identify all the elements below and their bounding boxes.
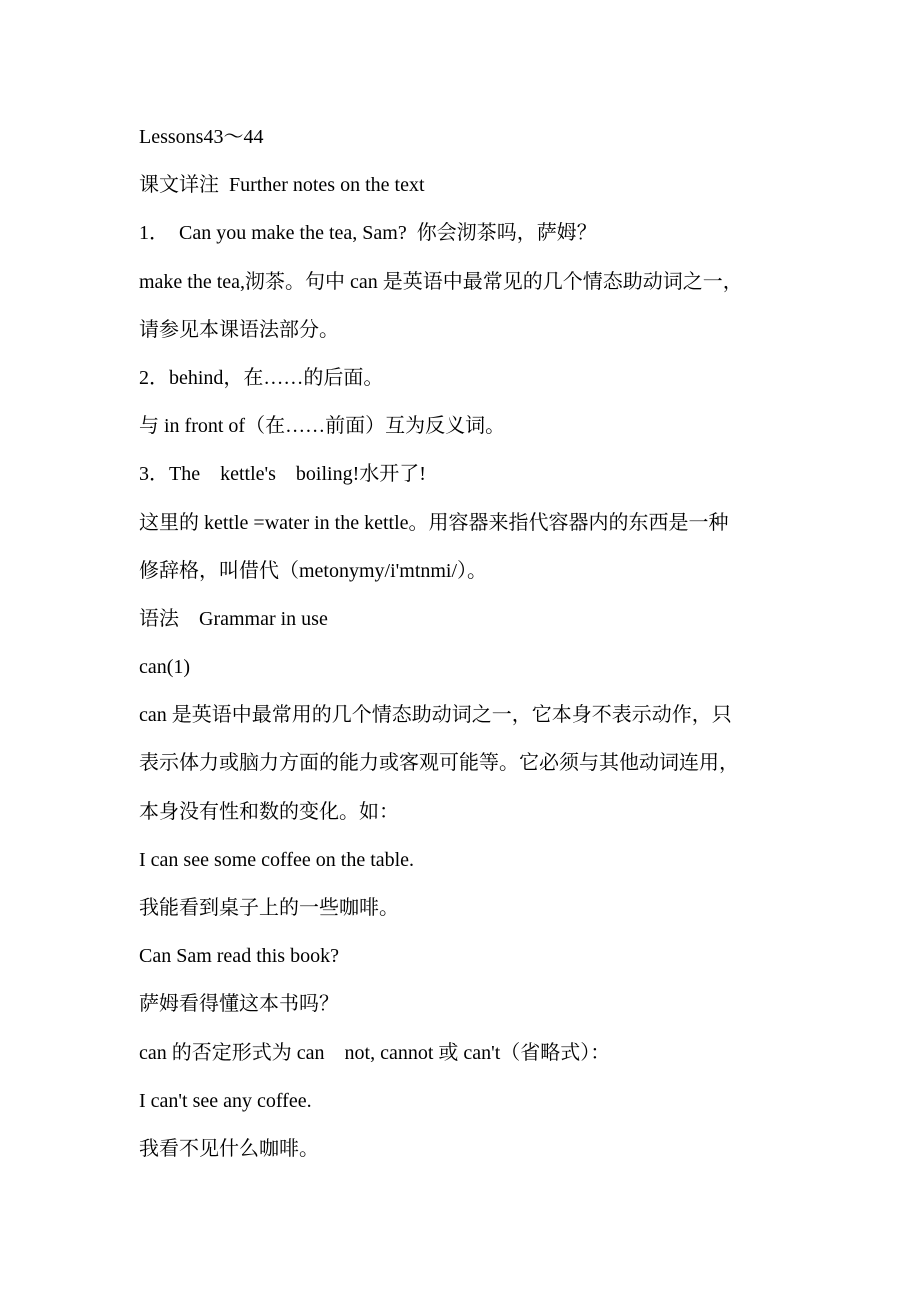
example-translation: 萨姆看得懂这本书吗？ bbox=[139, 993, 339, 1016]
example-translation: 我看不见什么咖啡。 bbox=[139, 1137, 319, 1160]
grammar-topic: can(1) bbox=[139, 656, 191, 679]
example-translation: 我能看到桌子上的一些咖啡。 bbox=[139, 897, 399, 919]
note-2-heading: 2．behind，在……的后面。 bbox=[139, 366, 384, 389]
section-heading-grammar: 语法 Grammar in use bbox=[139, 607, 328, 630]
document-body bbox=[139, 113, 799, 1173]
note-1-text: make the tea,沏茶。句中 can 是英语中最常见的几个情态助动词之一， bbox=[139, 270, 743, 293]
grammar-text-cont: 表示体力或脑力方面的能力或客观可能等。它必须与其他动词连用， bbox=[139, 752, 739, 775]
example-sentence: Can Sam read this book? bbox=[139, 945, 339, 968]
note-3-text: 这里的 kettle =water in the kettle。用容器来指代容器内的东西是一种 bbox=[139, 511, 729, 534]
section-heading-notes: 课文详注 Further notes on the text bbox=[139, 174, 425, 197]
grammar-text: can 是英语中最常用的几个情态助动词之一，它本身不表示动作，只 bbox=[139, 704, 732, 727]
note-3-heading: 3．The kettle's boiling!水开了! bbox=[139, 463, 426, 486]
grammar-text-cont: 本身没有性和数的变化。如： bbox=[139, 800, 399, 823]
lesson-title: Lessons43～44 bbox=[139, 126, 264, 148]
example-sentence: I can see some coffee on the table. bbox=[139, 848, 415, 871]
note-1-text-cont: 请参见本课语法部分。 bbox=[139, 318, 339, 341]
note-3-text-cont: 修辞格，叫借代（metonymy/i'mtnmi/）。 bbox=[139, 559, 488, 582]
note-1-heading: 1． Can you make the tea, Sam? 你会沏茶吗，萨姆？ bbox=[139, 222, 597, 245]
note-2-text: 与 in front of（在……前面）互为反义词。 bbox=[139, 415, 506, 438]
negative-form-text: can 的否定形式为 can not, cannot 或 can't（省略式）： bbox=[139, 1041, 611, 1064]
example-sentence: I can't see any coffee. bbox=[139, 1089, 312, 1112]
